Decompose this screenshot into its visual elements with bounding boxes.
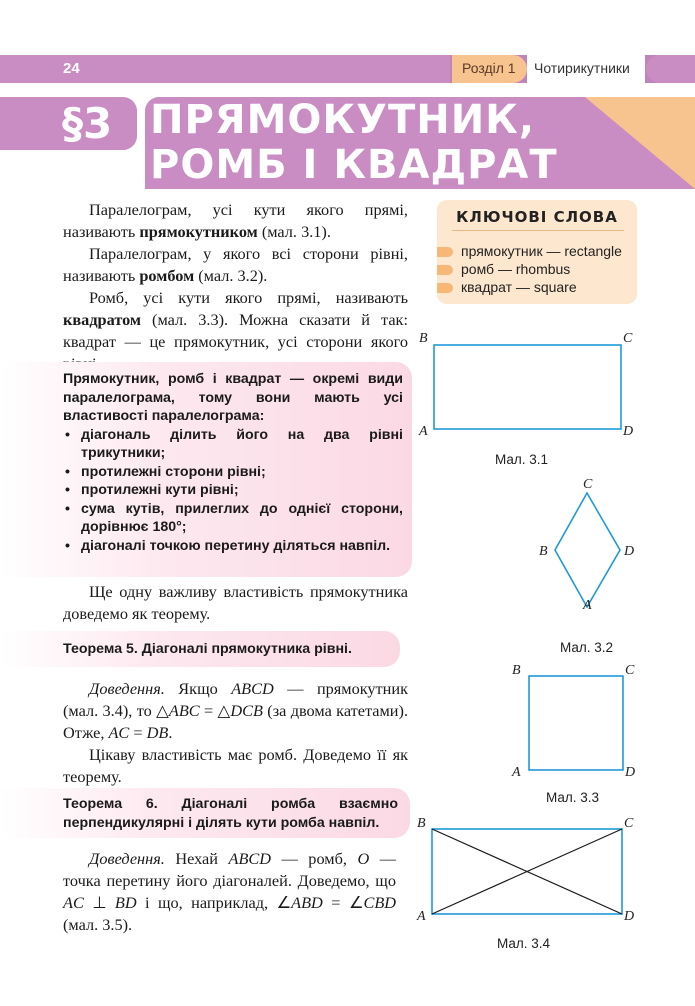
- properties-text: [63, 370, 403, 555]
- vertex-label-d: D: [624, 544, 635, 559]
- middle-text: Ще одну важливу властивість прямокутника доведемо як теорему.: [63, 582, 408, 623]
- properties-lead: Прямокутник, ромб і квадрат — окремі види паралелограма, тому вони мають усі властивості паралелограма:: [63, 371, 403, 424]
- vertex-label-d: D: [623, 424, 634, 439]
- rhombus-shape: [555, 493, 620, 607]
- figure-3-2-caption: Мал. 3.2: [560, 640, 614, 655]
- figure-3-3-square: [510, 657, 645, 782]
- theorem5-title: Теорема 5. Діагоналі прямокутника рівні.: [63, 641, 352, 657]
- figure-3-2-rhombus: [535, 475, 645, 615]
- section-label: Розділ 1: [462, 60, 516, 76]
- intro-text: [63, 199, 408, 375]
- title-corner-decoration: [560, 97, 695, 189]
- theorem5-proof: [63, 678, 408, 788]
- keyword-item: прямокутник — rectangle: [437, 243, 622, 259]
- vertex-label-a: A: [512, 765, 521, 780]
- bullet-marker-icon: [437, 265, 453, 275]
- rectangle-shape: [434, 345, 621, 429]
- intro-paragraph-rectangle: Паралелограм, усі кути якого прямі, називають прямокутником (мал. 3.1).: [63, 200, 408, 241]
- vertex-label-a: A: [583, 598, 592, 613]
- property-item: • протилежні кути рівні;: [81, 481, 403, 500]
- bullet-marker-icon: [437, 247, 453, 257]
- intro-paragraph-square: Ромб, усі кути якого прямі, називають квадратом (мал. 3.3). Можна сказати й так: квадрат — це прямокутник, усі сторони якого: [63, 288, 408, 351]
- vertex-label-c: C: [583, 477, 593, 492]
- property-item: • протилежні сторони рівні;: [81, 463, 403, 482]
- page-number: 24: [63, 60, 80, 77]
- vertex-label-b: B: [512, 663, 521, 678]
- theorem6-proof: Доведення. Нехай ABCD — ромб, O — точка перетину його діагоналей. Доведемо, що AC ⊥ BD і що, наприклад, ∠ABD = ∠CBD (мал. 3.5).: [63, 849, 397, 934]
- vertex-label-c: C: [623, 331, 633, 346]
- keywords-divider: [452, 230, 624, 231]
- vertex-label-b: B: [419, 331, 428, 346]
- keyword-item: ромб — rhombus: [437, 261, 570, 277]
- figure-3-3-caption: Мал. 3.3: [546, 790, 600, 805]
- keywords-title: КЛЮЧОВІ СЛОВА: [456, 208, 618, 226]
- figure-3-4-rectangle-diagonals: [412, 810, 645, 925]
- square-shape: [529, 676, 623, 770]
- figure-3-1-caption: Мал. 3.1: [495, 452, 549, 467]
- bullet-marker-icon: [437, 283, 453, 293]
- vertex-label-d: D: [624, 909, 635, 924]
- figure-3-4-caption: Мал. 3.4: [497, 936, 551, 951]
- chapter-label: Чотирикутники: [534, 60, 630, 76]
- vertex-label-d: D: [625, 765, 636, 780]
- theorem5-after-text: Цікаву властивість має ромб. Доведемо її як теорему.: [63, 745, 408, 786]
- page-title: [150, 98, 558, 188]
- vertex-label-c: C: [625, 663, 635, 678]
- title-line-2: РОМБ І КВАДРАТ: [150, 142, 558, 188]
- vertex-label-a: A: [419, 424, 428, 439]
- property-item: • діагоналі точкою перетину діляться навпіл.: [81, 537, 403, 556]
- theorem5-proof-paragraph: Доведення. Якщо ABCD — прямокутник (мал. 3.4), то △ABC = △DCB (за двома катетами). Отже, AC = DB.: [63, 679, 409, 742]
- properties-list: [63, 426, 403, 556]
- intro-paragraph-rhombus: Паралелограм, у якого всі сторони рівні, називають ромбом (мал. 3.2).: [63, 244, 408, 285]
- property-item: • діагональ ділить його на два рівні трикутники;: [81, 426, 403, 463]
- theorem6-title: Теорема 6. Діагоналі ромба взаємно перпендикулярні і ділять кути ромба навпіл.: [63, 796, 398, 831]
- header-tail: [646, 55, 695, 83]
- figure-3-1-rectangle: [415, 325, 645, 440]
- vertex-label-a: A: [417, 909, 426, 924]
- vertex-label-b: B: [417, 816, 426, 831]
- title-line-1: ПРЯМОКУТНИК,: [150, 97, 536, 143]
- vertex-label-c: C: [624, 816, 634, 831]
- paragraph-number: §3: [62, 99, 113, 148]
- property-item: • сума кутів, прилеглих до однієї сторони, дорівнює 180°;: [81, 500, 403, 537]
- keyword-item: квадрат — square: [437, 279, 577, 295]
- vertex-label-b: B: [539, 544, 548, 559]
